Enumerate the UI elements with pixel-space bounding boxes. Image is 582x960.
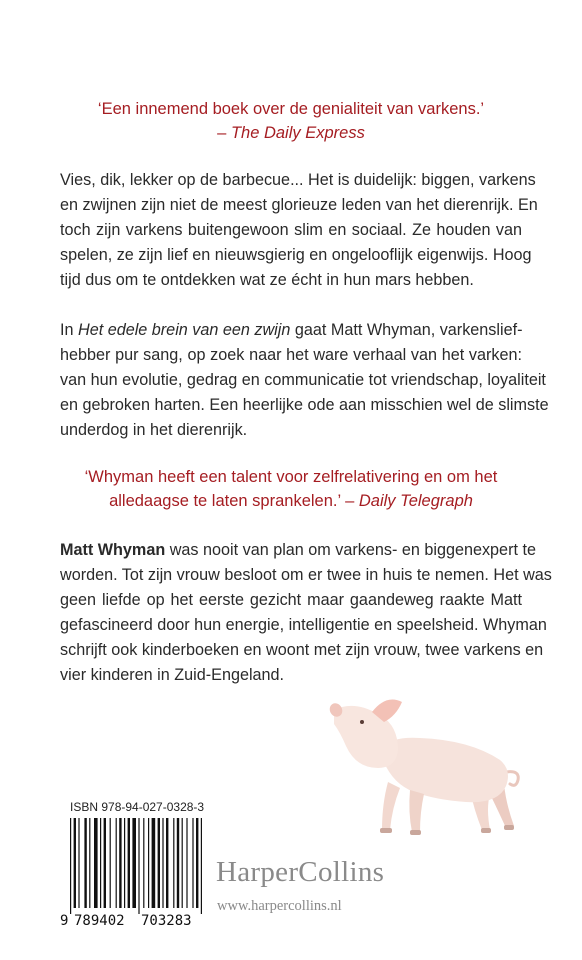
paragraph-line: spelen, ze zijn lief en nieuwsgierig en ongelooflijk eigenwijs. Hoog (60, 246, 532, 264)
paragraph-line: vier kinderen in Zuid-Engeland. (60, 666, 285, 684)
barcode-bar (186, 818, 187, 908)
barcode-bar (128, 818, 130, 908)
barcode-bar (152, 818, 156, 908)
barcode-bar (70, 818, 71, 914)
quote-text: ‘Een innemend boek over de genialiteit van varkens.’ (97, 100, 485, 118)
barcode-bar (192, 818, 193, 908)
barcode-bar (132, 818, 136, 908)
barcode-bar (177, 818, 179, 908)
blurb-paragraph-intro (60, 168, 538, 293)
barcode-bar (166, 818, 168, 908)
paragraph-line: toch zijn varkens buitengewoon slim en sociaal. Ze houden van (60, 221, 522, 239)
barcode-bar (124, 818, 125, 908)
barcode-bars (70, 818, 202, 914)
isbn-label: ISBN 978-94-027-0328-3 (70, 800, 205, 814)
quote-source: Daily Telegraph (358, 492, 473, 510)
barcode-bar (74, 818, 76, 908)
barcode-group-left: 789402 (74, 913, 125, 928)
text-fragment: was nooit van plan om varkens- en biggenexpert te (165, 541, 536, 559)
paragraph-line (60, 318, 522, 343)
barcode-bar (116, 818, 117, 908)
paragraph-line: schrijft ook kinderboeken en woont met zijn vrouw, twee varkens en (60, 641, 544, 659)
text-fragment: gaat Matt Whyman, varkenslief- (290, 321, 523, 339)
paragraph-line: en zwijnen zijn niet de meest glorieuze leden van het dierenrijk. En (60, 196, 538, 214)
barcode-group-right: 703283 (141, 913, 192, 928)
pig-image (318, 690, 528, 850)
paragraph-line: hebber pur sang, op zoek naar het ware verhaal van het varken: (60, 346, 522, 364)
barcode-bar (196, 818, 198, 908)
paragraph-line: en gebroken harten. Een heerlijke ode aan misschien wel de slimste (60, 396, 549, 414)
publisher-logo: HarperCollins (216, 856, 385, 888)
paragraph-line: underdog in het dierenrijk. (60, 421, 248, 439)
barcode-bar (89, 818, 90, 908)
barcode-bar (104, 818, 106, 908)
quote-text: ‘Whyman heeft een talent voor zelfrelativering en om het (84, 468, 498, 486)
barcode-bar (158, 818, 160, 908)
barcode-bar (78, 818, 79, 908)
barcode-bar (94, 818, 98, 908)
review-quote-express (60, 97, 522, 145)
review-quote-telegraph (60, 465, 522, 513)
paragraph-line: tijd dus om te ontdekken wat ze écht in hun mars hebben. (60, 271, 474, 289)
barcode-bar (119, 818, 121, 908)
barcode-bar (143, 818, 144, 908)
book-title: Het edele brein van een zwijn (78, 321, 291, 339)
barcode-first-digit: 9 (60, 913, 69, 928)
paragraph-line: Vies, dik, lekker op de barbecue... Het is duidelijk: biggen, varkens (60, 171, 536, 189)
author-name: Matt Whyman (60, 541, 166, 559)
text-fragment: In (60, 321, 78, 339)
blurb-paragraph-book (60, 318, 549, 443)
paragraph-line: gefascineerd door hun energie, intelligentie en speelsheid. Whyman (60, 616, 547, 634)
paragraph-line: geen liefde op het eerste gezicht maar gaandeweg raakte Matt (60, 591, 522, 609)
barcode-bar (110, 818, 111, 908)
barcode-bar (148, 818, 149, 908)
barcode-bar (100, 818, 101, 908)
barcode (60, 818, 210, 928)
quote-attribution (60, 121, 522, 145)
author-bio (60, 538, 552, 688)
paragraph-line (60, 538, 536, 563)
barcode-bar (173, 818, 174, 908)
barcode-bar (84, 818, 86, 908)
barcode-bar (201, 818, 202, 914)
quote-source: The Daily Express (230, 124, 365, 142)
attribution-dash: – (217, 124, 231, 142)
publisher-website: www.harpercollins.nl (217, 898, 342, 914)
paragraph-line: van hun evolutie, gedrag en communicatie tot vriendschap, loyaliteit (60, 371, 546, 389)
paragraph-line: worden. Tot zijn vrouw besloot om er twee in huis te nemen. Het was (60, 566, 552, 584)
barcode-bar (182, 818, 183, 908)
barcode-bar (138, 818, 139, 914)
text-fragment: alledaagse te laten sprankelen.’ – (109, 492, 359, 510)
barcode-bar (162, 818, 163, 908)
quote-text-cont (60, 489, 522, 513)
